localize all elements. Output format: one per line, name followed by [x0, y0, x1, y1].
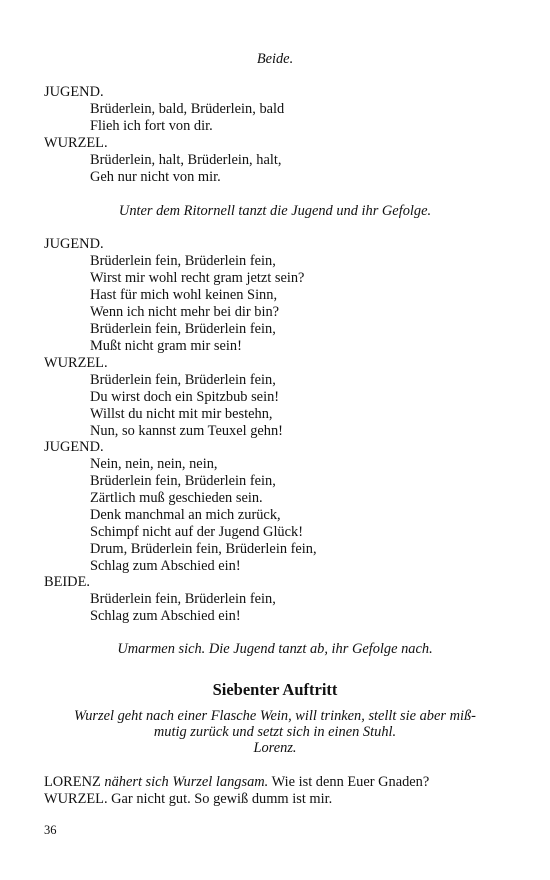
- verse-line: Brüderlein fein, Brüderlein fein,: [90, 253, 276, 269]
- speaker-beide: BEIDE.: [44, 574, 90, 590]
- verse-line: Schlag zum Abschied ein!: [90, 608, 241, 624]
- dialog-line-lorenz: [44, 774, 429, 791]
- verse-line: Zärtlich muß geschieden sein.: [90, 490, 263, 506]
- verse-line: Brüderlein fein, Brüderlein fein,: [90, 321, 276, 337]
- page-number: 36: [44, 823, 57, 837]
- scene-person: Lorenz.: [253, 740, 297, 756]
- inline-stage-direction: nähert sich Wurzel langsam.: [104, 774, 269, 790]
- verse-line: Nein, nein, nein, nein,: [90, 456, 218, 472]
- stage-direction-umarmen: Umarmen sich. Die Jugend tanzt ab, ihr Gefolge nach.: [117, 641, 433, 657]
- verse-line: Wirst mir wohl recht gram jetzt sein?: [90, 270, 305, 286]
- verse-line: Brüderlein, halt, Brüderlein, halt,: [90, 152, 282, 168]
- stage-direction-ritornell: Unter dem Ritornell tanzt die Jugend und ihr Gefolge.: [118, 203, 432, 219]
- speaker-wurzel: WURZEL.: [44, 135, 108, 151]
- scene-direction-line: mutig zurück und setzt sich in einen Stuhl.: [153, 724, 397, 740]
- verse-line: Schimpf nicht auf der Jugend Glück!: [90, 524, 304, 540]
- speaker-wurzel: WURZEL.: [44, 355, 108, 371]
- dialog-text: Wie ist denn Euer Gnaden?: [271, 774, 430, 790]
- verse-line: Schlag zum Abschied ein!: [90, 558, 241, 574]
- verse-line: Wenn ich nicht mehr bei dir bin?: [90, 304, 280, 320]
- stage-direction-beide: Beide.: [256, 51, 294, 67]
- verse-line: Willst du nicht mit mir bestehn,: [90, 406, 273, 422]
- verse-line: Hast für mich wohl keinen Sinn,: [90, 287, 278, 303]
- verse-line: Brüderlein, bald, Brüderlein, bald: [90, 101, 285, 117]
- speaker-jugend: JUGEND.: [44, 236, 104, 252]
- dialog-text: Gar nicht gut. So gewiß dumm ist mir.: [111, 791, 333, 807]
- verse-line: Brüderlein fein, Brüderlein fein,: [90, 372, 276, 388]
- speaker-jugend: JUGEND.: [44, 439, 104, 455]
- speaker-wurzel: WURZEL.: [44, 791, 108, 807]
- verse-line: Du wirst doch ein Spitzbub sein!: [90, 389, 280, 405]
- verse-line: Geh nur nicht von mir.: [90, 169, 221, 185]
- dialog-line-wurzel: [44, 791, 332, 808]
- verse-line: Drum, Brüderlein fein, Brüderlein fein,: [90, 541, 317, 557]
- verse-line: Flieh ich fort von dir.: [90, 118, 213, 134]
- verse-line: Nun, so kannst zum Teuxel gehn!: [90, 423, 283, 439]
- verse-line: Brüderlein fein, Brüderlein fein,: [90, 591, 276, 607]
- verse-line: Mußt nicht gram mir sein!: [90, 338, 242, 354]
- scene-heading: Siebenter Auftritt: [212, 680, 338, 699]
- scene-direction-line: Wurzel geht nach einer Flasche Wein, will trinken, stellt sie aber miß-: [74, 708, 476, 724]
- speaker-jugend: JUGEND.: [44, 84, 104, 100]
- verse-line: Denk manchmal an mich zurück,: [90, 507, 281, 523]
- verse-line: Brüderlein fein, Brüderlein fein,: [90, 473, 276, 489]
- speaker-lorenz: LORENZ: [44, 774, 101, 790]
